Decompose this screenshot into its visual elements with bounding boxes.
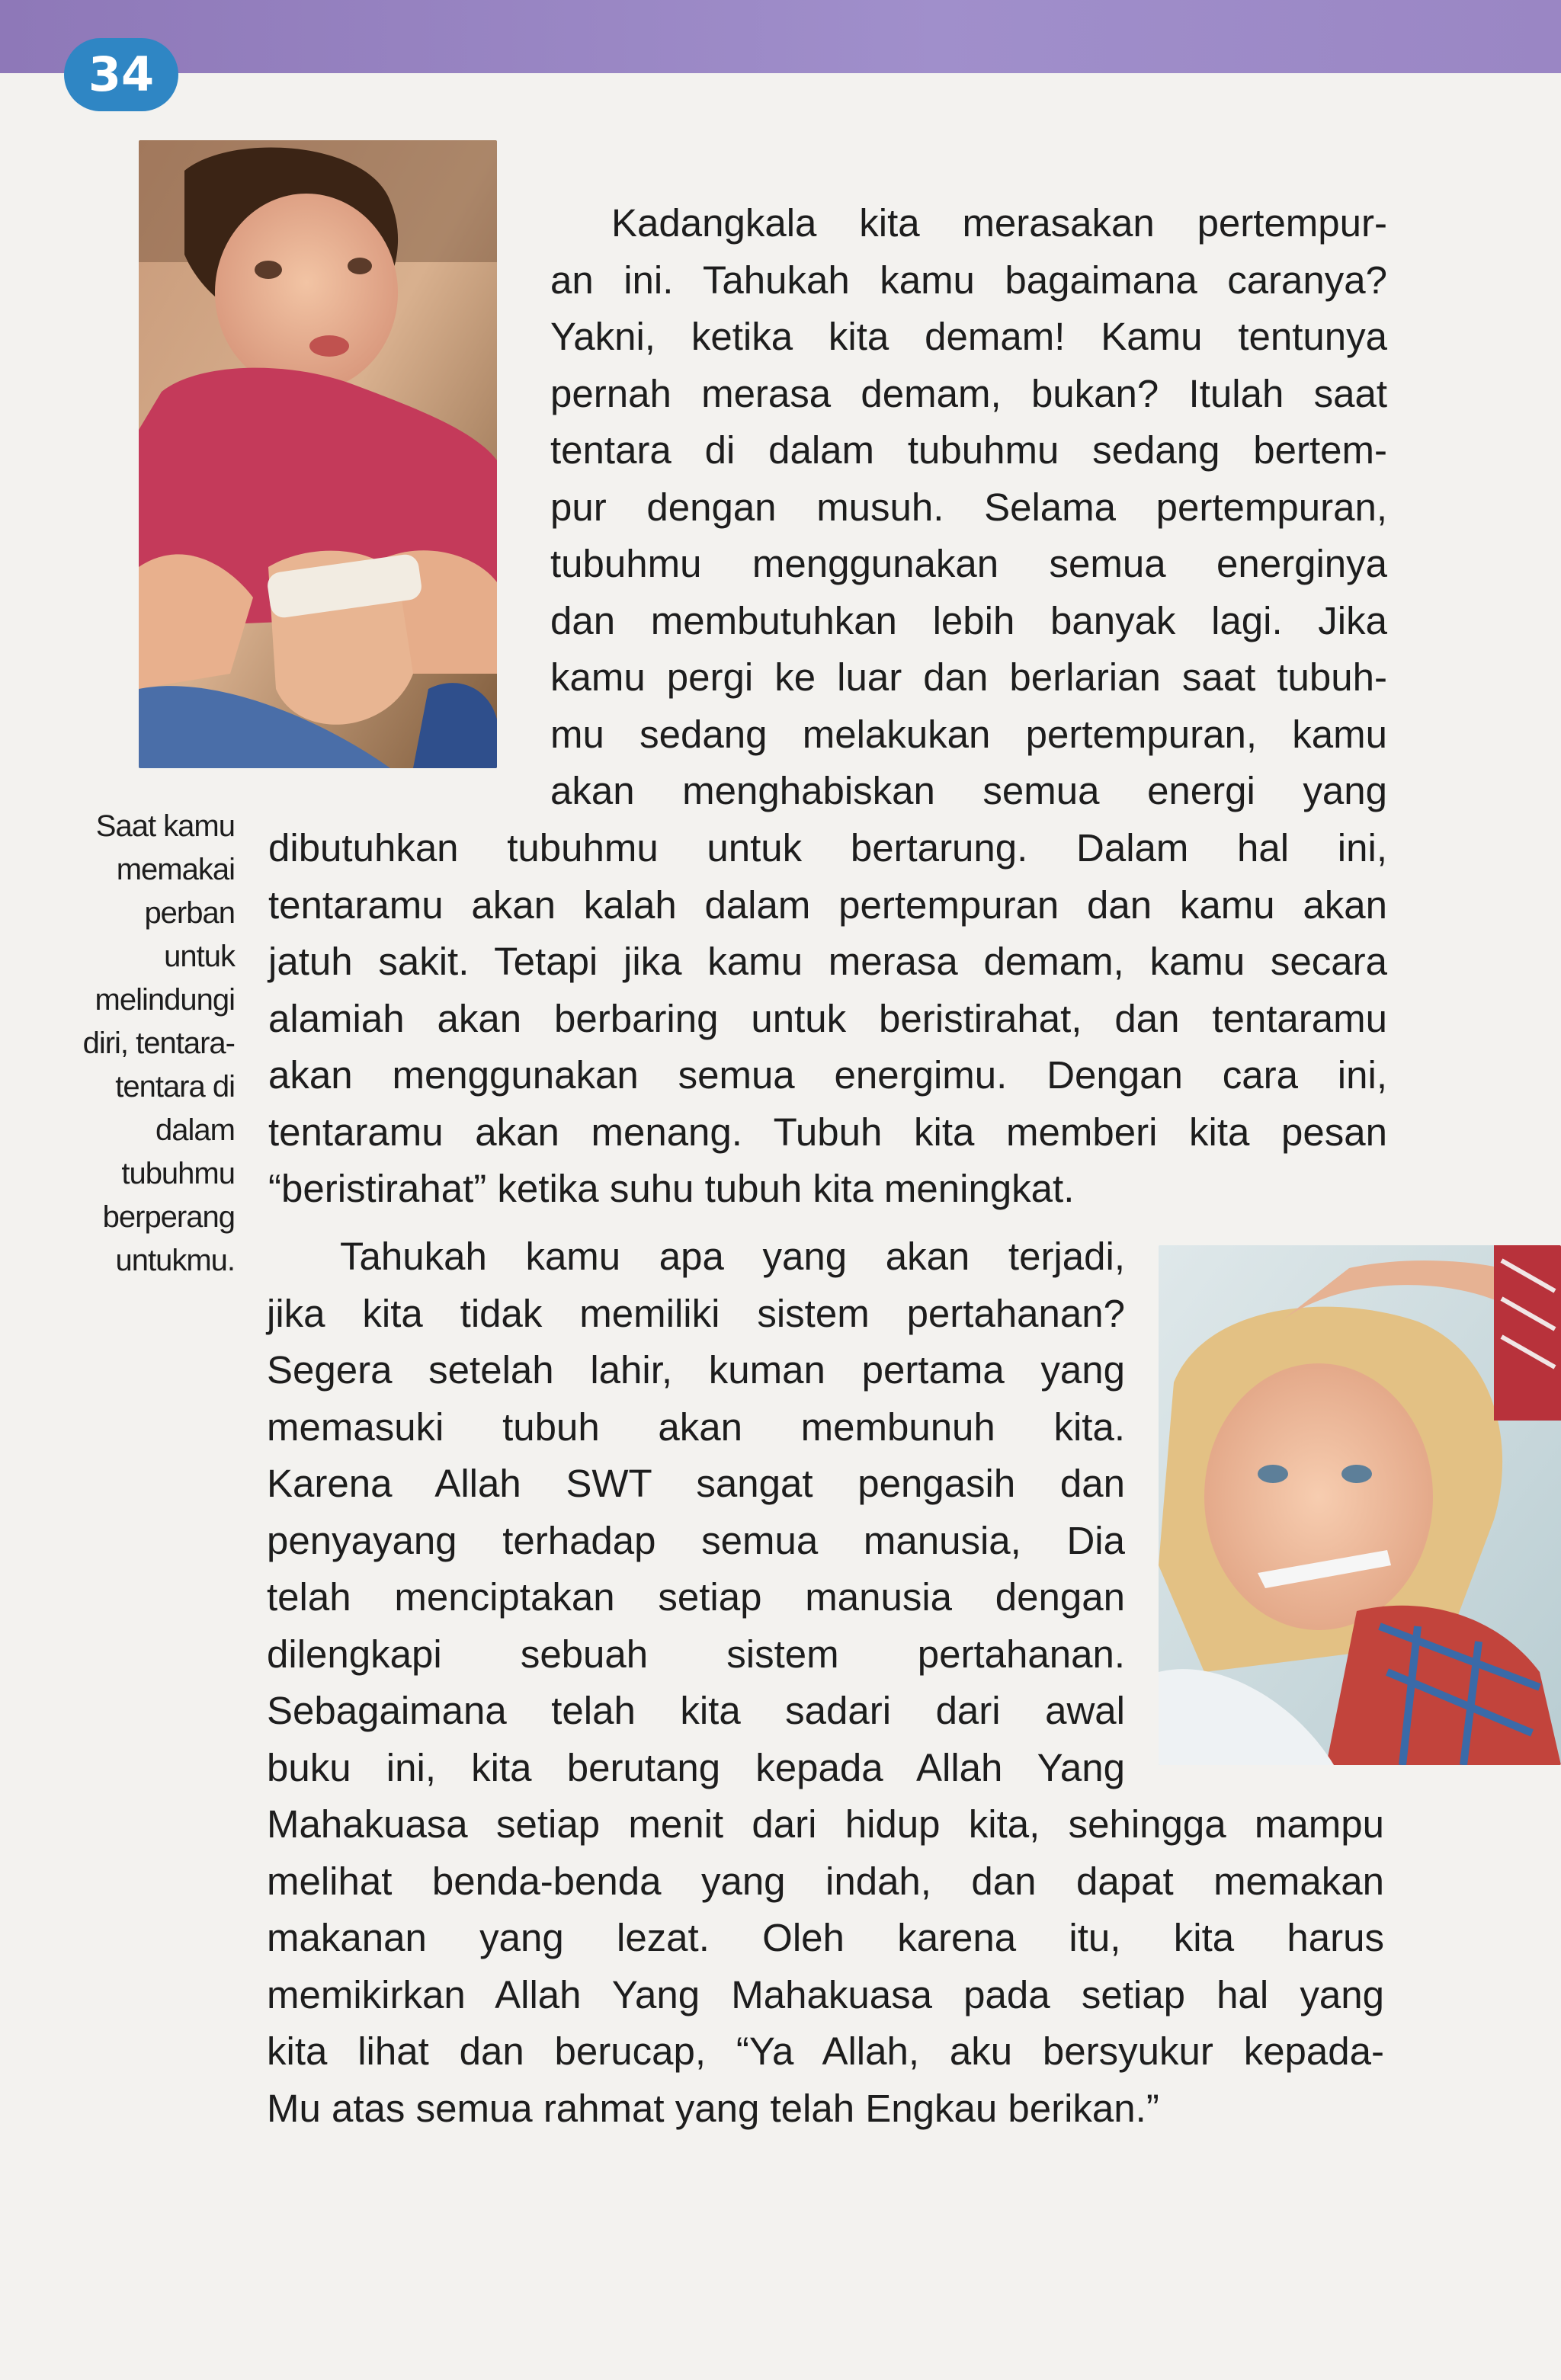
text-line: pernah merasa demam, bukan? Itulah saat xyxy=(550,371,1387,415)
text-line: dibutuhkan tubuhmu untuk bertarung. Dalam hal ini, xyxy=(268,826,1387,870)
text-line: Karena Allah SWT sangat pengasih dan xyxy=(267,1462,1125,1505)
paragraph-2-upper xyxy=(267,1228,1125,1796)
text-line: kamu pergi ke luar dan berlarian saat tubuh- xyxy=(550,655,1387,699)
text-line: jika kita tidak memiliki sistem pertahanan? xyxy=(267,1291,1125,1335)
paragraph-1-lower xyxy=(268,820,1387,1218)
text-line: pur dengan musuh. Selama pertempuran, xyxy=(550,485,1387,529)
top-color-band xyxy=(0,0,1561,73)
caption-line: dalam xyxy=(155,1113,235,1147)
caption-line: untuk xyxy=(164,940,235,973)
text-line: buku ini, kita berutang kepada Allah Yang xyxy=(267,1745,1125,1789)
text-line: akan menghabiskan semua energi yang xyxy=(550,769,1387,812)
page-number-badge: 34 xyxy=(64,38,178,111)
text-line: Sebagaimana telah kita sadari dari awal xyxy=(267,1689,1125,1732)
text-line: alamiah akan berbaring untuk beristirahat, dan tentaramu xyxy=(268,996,1387,1040)
text-line: Mahakuasa setiap menit dari hidup kita, sehingga mampu xyxy=(267,1802,1384,1846)
text-line: Kadangkala kita merasakan pertempur- xyxy=(611,201,1387,245)
text-line: tentaramu akan kalah dalam pertempuran dan kamu akan xyxy=(268,882,1387,927)
text-line: memikirkan Allah Yang Mahakuasa pada setiap hal yang xyxy=(267,1972,1384,2016)
text-line: mu sedang melakukan pertempuran, kamu xyxy=(550,712,1387,756)
text-line: telah menciptakan setiap manusia dengan xyxy=(267,1575,1125,1619)
text-line: an ini. Tahukah kamu bagaimana caranya? xyxy=(550,258,1387,302)
text-line: tentara di dalam tubuhmu sedang bertem- xyxy=(550,428,1387,472)
photo-caption xyxy=(46,805,235,1283)
caption-line: perban xyxy=(144,896,235,930)
text-line: Segera setelah lahir, kuman pertama yang xyxy=(267,1348,1125,1392)
text-line: dan membutuhkan lebih banyak lagi. Jika xyxy=(550,598,1387,642)
text-line: dilengkapi sebuah sistem pertahanan. xyxy=(267,1632,1125,1676)
caption-line: melindungi xyxy=(95,983,235,1017)
caption-line: diri, tentara- xyxy=(82,1027,235,1060)
text-line: Yakni, ketika kita demam! Kamu tentunya xyxy=(550,315,1387,358)
text-line: melihat benda-benda yang indah, dan dapat memakan xyxy=(267,1859,1384,1903)
text-line: jatuh sakit. Tetapi jika kamu merasa demam, kamu secara xyxy=(268,940,1387,983)
text-line: makanan yang lezat. Oleh karena itu, kita harus xyxy=(267,1916,1384,1959)
paragraph-1-upper xyxy=(550,195,1387,820)
photo-child-bandage xyxy=(139,140,497,768)
caption-line: Saat kamu xyxy=(95,809,235,843)
text-line: tubuhmu menggunakan semua energinya xyxy=(550,542,1387,585)
text-line: “beristirahat” ketika suhu tubuh kita meningkat. xyxy=(268,1167,1075,1210)
text-line: kita lihat dan berucap, “Ya Allah, aku bersyukur kepada- xyxy=(267,2029,1384,2073)
text-line: akan menggunakan semua energimu. Dengan cara ini, xyxy=(268,1053,1387,1097)
text-line: memasuki tubuh akan membunuh kita. xyxy=(267,1405,1125,1449)
caption-line: tentara di xyxy=(115,1070,235,1104)
photo-sick-child-thermometer xyxy=(1159,1245,1561,1765)
paragraph-2-lower xyxy=(267,1796,1384,2137)
text-line: Mu atas semua rahmat yang telah Engkau berikan.” xyxy=(267,2086,1159,2130)
text-line: penyayang terhadap semua manusia, Dia xyxy=(267,1518,1125,1562)
text-line: tentaramu akan menang. Tubuh kita memberi kita pesan xyxy=(268,1110,1387,1154)
caption-line: berperang xyxy=(102,1200,235,1234)
caption-line: tubuhmu xyxy=(121,1157,235,1190)
caption-line: memakai xyxy=(116,853,235,886)
text-line: Tahukah kamu apa yang akan terjadi, xyxy=(340,1235,1125,1278)
caption-line: untukmu. xyxy=(115,1244,235,1277)
